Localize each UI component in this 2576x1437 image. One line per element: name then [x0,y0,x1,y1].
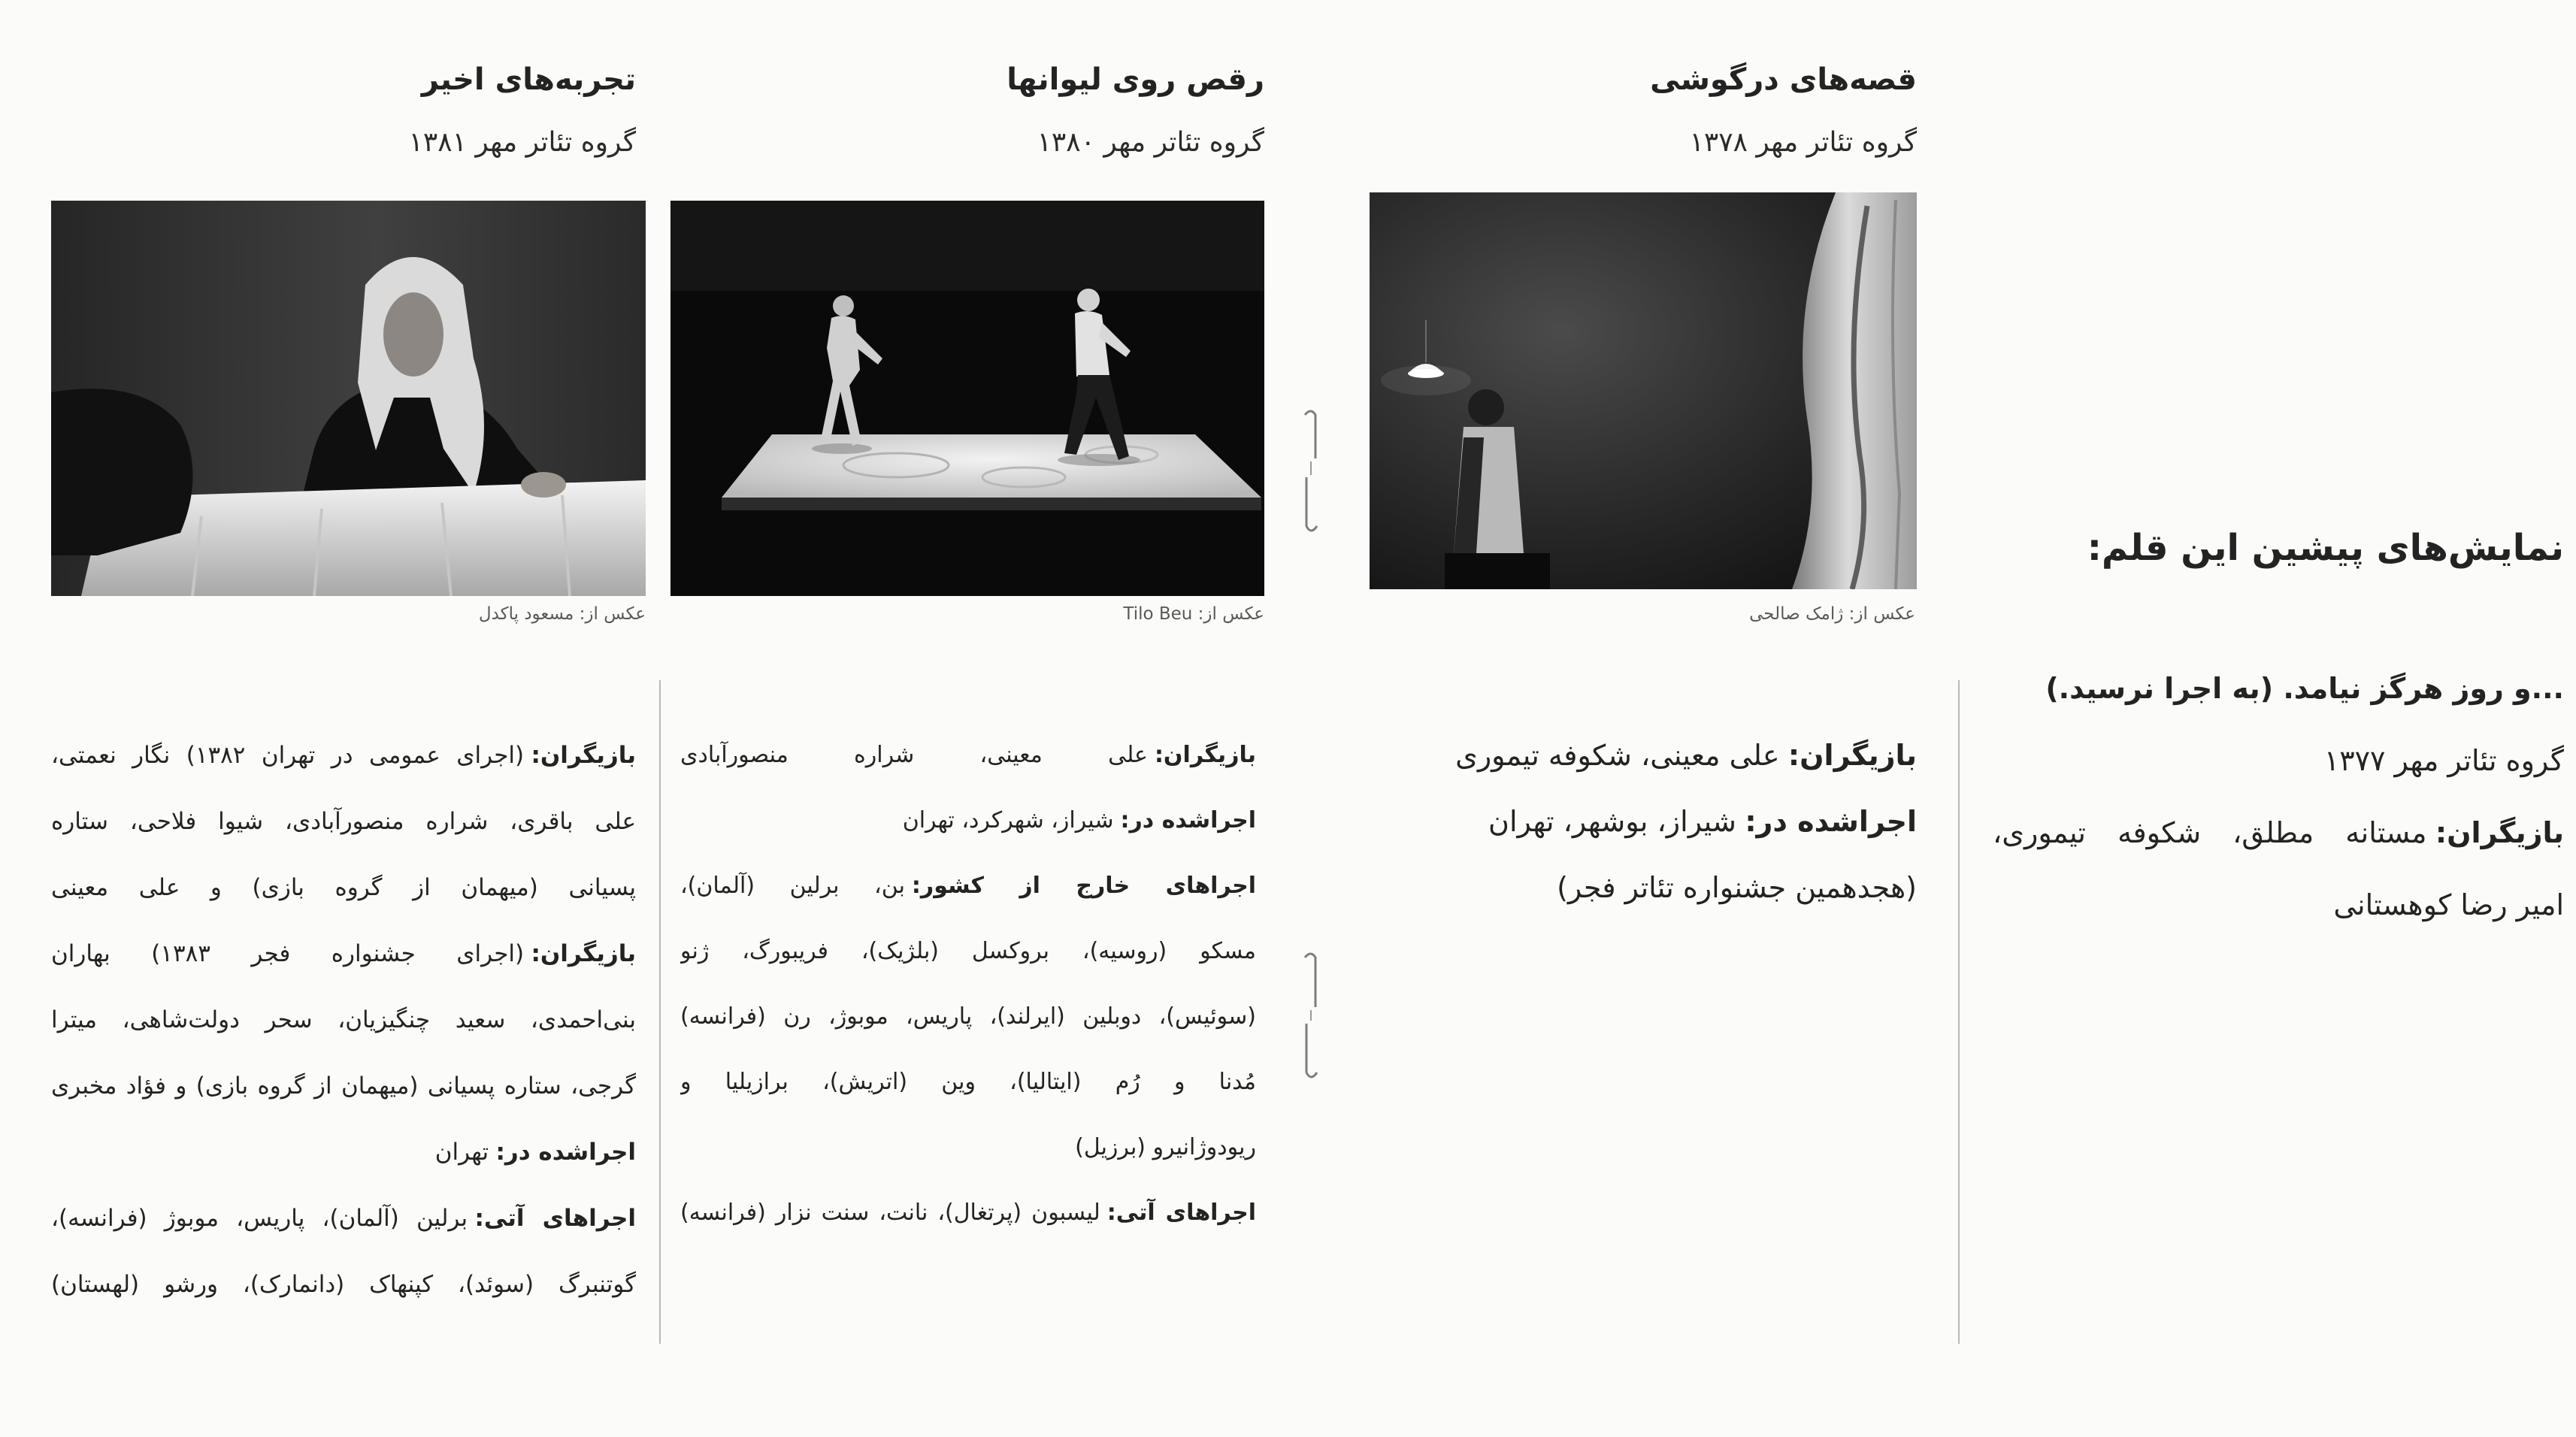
abroad-text: مسکو (روسیه)، بروکسل (بلژیک)، فریبورگ، ژنو [680,938,1256,964]
production-title: تجربه‌های اخیر [421,62,636,97]
performed-in-line [51,1119,636,1185]
abroad-text: مُدنا و رُم (ایتالیا)، وین (اتریش)، برازیلیا و [680,1069,1256,1095]
upcoming-text: برلین (آلمان)، پاریس، موبوژ (فرانسه)، [51,1205,468,1232]
earlier-play-note: (به اجرا نرسید.) [2045,672,2274,705]
line-text: امیر رضا کوهستانی [2333,888,2564,921]
abroad-text: بن، برلین (آلمان)، [680,873,905,899]
festival-text: (هجدهمین جشنواره تئاتر فجر) [1557,871,1917,904]
actors-line [51,855,636,921]
actors-text: (اجرای عمومی در تهران ۱۳۸۲) نگار نعمتی، [51,742,525,769]
abroad-text: ریودوژانیرو (برزیل) [1075,1134,1256,1160]
actors-label: بازیگران: [2435,816,2564,849]
upcoming-line [51,1251,636,1318]
abroad-line [680,984,1256,1049]
earlier-play-group: گروه تئاتر مهر ۱۳۷۷ [2323,744,2564,777]
earlier-play-actors [1993,797,2564,869]
production-photo [670,201,1264,596]
upcoming-text: لیسبون (پرتغال)، نانت، سنت نزار (فرانسه) [680,1200,1100,1226]
section-heading: نمایش‌های پیشین این قلم: [2087,527,2564,569]
actors-text: مستانه مطلق، شکوفه تیموری، [1993,816,2427,849]
photo-credit: عکس از: Tilo Beu [1123,604,1264,624]
earlier-play-actors-cont [1993,869,2564,941]
production-details [1398,722,1917,921]
abroad-label: اجراهای خارج از کشور: [911,873,1256,899]
actors-line [51,788,636,855]
production-group: گروه تئاتر مهر ۱۳۸۱ [408,127,636,158]
abroad-line [680,918,1256,984]
column-divider [659,680,661,1344]
earlier-play-block [1993,652,2564,941]
actors-label: بازیگران: [1154,742,1256,768]
staple-mark [1300,948,1321,1084]
performed-in-label: اجراشده در: [1745,805,1917,838]
actors-text: بنی‌احمدی، سعید چنگیزیان، سحر دولت‌شاهی، میترا [51,1006,636,1033]
production-title: رقص روی لیوانها [1006,62,1264,97]
festival-line [1398,855,1917,921]
upcoming-line [680,1180,1256,1245]
performed-in-label: اجراشده در: [495,1139,636,1166]
actors-line [51,722,636,788]
production-group: گروه تئاتر مهر ۱۳۷۸ [1689,127,1917,158]
production-title: قصه‌های درگوشی [1650,62,1917,97]
performed-in-text: تهران [434,1139,489,1166]
earlier-play-title-line [1993,652,2564,725]
actors-line [51,987,636,1053]
performed-in-line [1398,788,1917,855]
actors-text: علی باقری، شراره منصورآبادی، شیوا فلاحی، ستاره [51,808,636,835]
performed-in-line [680,788,1256,853]
earlier-play-title: ...و روز هرگز نیامد. [2283,672,2564,705]
photo-credit: عکس از: ژامک صالحی [1749,604,1915,624]
actors-text: (اجرای جشنواره فجر ۱۳۸۳) بهاران [51,940,525,967]
actors-text: علی معینی، شراره منصورآبادی [680,742,1148,768]
actors-line [51,1053,636,1119]
actors-label: بازیگران: [531,940,636,967]
abroad-line [680,1049,1256,1115]
performed-in-text: شیراز، بوشهر، تهران [1488,805,1736,838]
actors-line [680,722,1256,788]
upcoming-label: اجراهای آتی: [1106,1200,1256,1226]
upcoming-label: اجراهای آتی: [474,1205,636,1232]
actors-line [1398,722,1917,788]
performed-in-label: اجراشده در: [1120,807,1256,833]
abroad-line [680,853,1256,918]
upcoming-line [51,1185,636,1251]
production-group: گروه تئاتر مهر ۱۳۸۰ [1037,127,1264,158]
actors-line [51,921,636,987]
production-details [51,722,636,1318]
abroad-line [680,1115,1256,1180]
production-details [680,722,1256,1245]
actors-text: گرجی، ستاره پسیانی (میهمان از گروه بازی) و فؤاد مخبری [51,1072,636,1100]
production-photo [1370,192,1917,589]
actors-text: پسیانی (میهمان از گروه بازی) و علی معینی [51,874,636,901]
performed-in-text: شیراز، شهرکرد، تهران [902,807,1114,833]
staple-mark [1300,406,1321,537]
column-divider [1958,680,1960,1344]
actors-text: علی معینی، شکوفه تیموری [1455,739,1780,772]
abroad-text: (سوئیس)، دوبلین (ایرلند)، پاریس، موبوژ، رن (فرانسه) [680,1003,1256,1030]
actors-label: بازیگران: [531,742,636,769]
production-photo [51,201,646,596]
upcoming-text: گوتنبرگ (سوئد)، کپنهاک (دانمارک)، ورشو (لهستان) [51,1271,636,1298]
photo-credit: عکس از: مسعود پاکدل [478,604,646,624]
actors-label: بازیگران: [1787,739,1917,772]
